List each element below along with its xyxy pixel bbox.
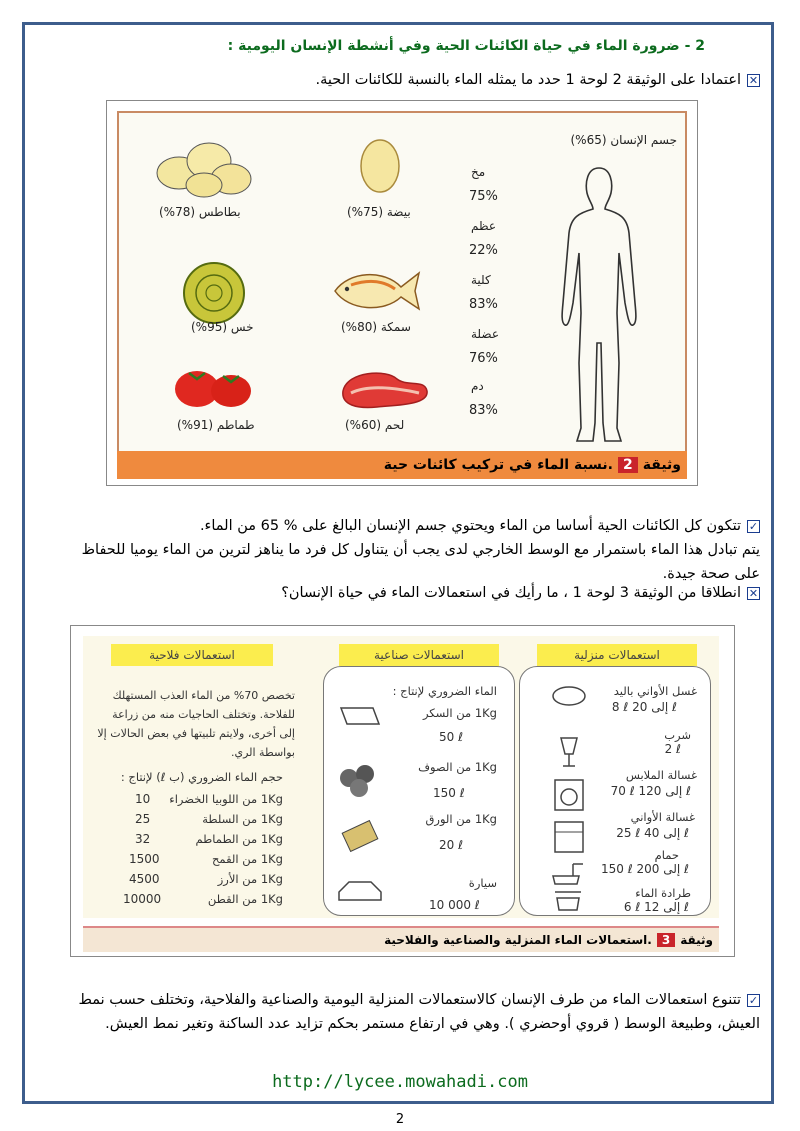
egg-illustration bbox=[355, 128, 405, 198]
domestic-uses-header: استعمالات منزلية bbox=[537, 644, 697, 666]
organ-muscle-name: عضلة bbox=[471, 327, 499, 341]
answer-1-line-2: يتم تبادل هذا الماء باستمرار مع الوسط الخارجي لدى يجب أن يتناول كل فرد ما يناهز لترين من الماء يوميا للحفاظ bbox=[81, 542, 760, 558]
answer-2-line-2: العيش، وطبيعة الوسط ( قروي أوحضري ). وهي في ارتفاع مستمر بحكم تزايد عدد الساكنة وتغير نمط العيش. bbox=[105, 1016, 760, 1032]
checkbox-x-icon[interactable]: ✕ bbox=[748, 73, 759, 87]
caption-text: استعمالات الماء المنزلية والصناعية والفلاحية. bbox=[384, 933, 652, 947]
caption-text: نسبة الماء في تركيب كائنات حية. bbox=[383, 457, 613, 473]
agricultural-row-label: 1Kg من اللوبيا الخضراء bbox=[169, 792, 283, 806]
question-2-text: انطلاقا من الوثيقة 3 لوحة 1 ، ما رأيك في استعمالات الماء في حياة الإنسان؟ bbox=[281, 585, 741, 601]
agricultural-row-label: 1Kg من الطماطم bbox=[195, 832, 283, 846]
sink-icon bbox=[553, 864, 583, 884]
glass-icon bbox=[561, 738, 577, 766]
domestic-item-label: شرب bbox=[664, 728, 691, 742]
industrial-item-label: سيارة bbox=[468, 876, 497, 890]
agricultural-row-label: 1Kg من السلطة bbox=[202, 812, 283, 826]
document-2-panel bbox=[117, 111, 687, 455]
answer-2-line-1-text: تتنوع استعمالات الماء من طرف الإنسان كالاستعمالات المنزلية اليومية والصناعية والفلاحية، وتختلف حسب نمط bbox=[78, 992, 741, 1008]
industrial-item-label: 1Kg من الصوف bbox=[418, 760, 497, 774]
answer-1-line-3: على صحة جيدة. bbox=[662, 566, 760, 582]
egg-label: بيضة (75%) bbox=[347, 205, 411, 219]
industrial-item-label: 1Kg من السكر bbox=[422, 706, 497, 720]
caption-word: وثيقة bbox=[680, 933, 713, 947]
answer-1 bbox=[42, 514, 760, 586]
potato-illustration bbox=[149, 133, 259, 203]
industrial-item-value: 20 ℓ bbox=[439, 838, 464, 852]
fish-label: سمكة (80%) bbox=[341, 320, 411, 334]
toilet-icon bbox=[555, 892, 581, 910]
car-icon bbox=[339, 882, 381, 900]
domestic-item-label: غسالة الأواني bbox=[630, 810, 695, 824]
domestic-item-value: 150 ℓ إلى 200 ℓ bbox=[601, 862, 689, 876]
checkbox-x-icon[interactable]: ✕ bbox=[748, 586, 759, 600]
agricultural-uses-header: استعمالات فلاحية bbox=[111, 644, 273, 666]
domestic-item-label: حمام bbox=[654, 848, 679, 862]
document-2-figure bbox=[106, 100, 698, 486]
organ-bone-name: عظم bbox=[471, 219, 496, 233]
organ-kidney-name: كلية bbox=[471, 273, 491, 287]
industrial-subheader: الماء الضروري لإنتاج : bbox=[392, 684, 497, 698]
tomato-label: طماطم (91%) bbox=[177, 418, 255, 432]
document-3-panel bbox=[83, 636, 719, 918]
question-1-text: اعتمادا على الوثيقة 2 لوحة 1 حدد ما يمثله الماء بالنسبة للكائنات الحية. bbox=[315, 72, 741, 88]
section-title: 2 - ضرورة الماء في حياة الكائنات الحية وفي أنشطة الإنسان اليومية : bbox=[227, 38, 705, 54]
question-2 bbox=[281, 585, 760, 601]
organ-blood-value: 83% bbox=[469, 403, 498, 418]
organ-bone-value: 22% bbox=[469, 243, 498, 258]
caption-number: 3 bbox=[657, 933, 675, 947]
agricultural-row-label: 1Kg من الأرز bbox=[217, 872, 283, 886]
domestic-item-value: 70 ℓ إلى 120 ℓ bbox=[610, 784, 691, 798]
organ-kidney-value: 83% bbox=[469, 297, 498, 312]
industrial-icons bbox=[335, 696, 385, 906]
checkbox-check-icon[interactable]: ✓ bbox=[748, 993, 759, 1007]
lettuce-label: خس (95%) bbox=[191, 320, 254, 334]
industrial-item-value: 50 ℓ bbox=[439, 730, 464, 744]
organ-muscle-value: 76% bbox=[469, 351, 498, 366]
industrial-item-label: 1Kg من الورق bbox=[425, 812, 497, 826]
agricultural-subheader: حجم الماء الضروري (ب ℓ) لإنتاج : bbox=[120, 770, 283, 784]
agricultural-row-value: 10 bbox=[135, 792, 151, 806]
page-number: 2 bbox=[395, 1112, 405, 1127]
fish-illustration bbox=[329, 263, 424, 318]
document-3-caption bbox=[83, 926, 719, 952]
document-3-figure bbox=[70, 625, 735, 957]
paper-icon bbox=[342, 821, 378, 852]
caption-word: وثيقة bbox=[642, 457, 681, 473]
agricultural-row-value: 1500 bbox=[129, 852, 160, 866]
domestic-icons bbox=[549, 680, 589, 915]
agricultural-row-value: 32 bbox=[135, 832, 151, 846]
answer-1-line-1-text: تتكون كل الكائنات الحية أساسا من الماء ويحتوي جسم الإنسان البالغ على % 65 من الماء. bbox=[199, 518, 741, 534]
industrial-item-value: 150 ℓ bbox=[433, 786, 465, 800]
domestic-item-value: 8 ℓ إلى 20 ℓ bbox=[611, 700, 677, 714]
organ-brain-value: 75% bbox=[469, 189, 498, 204]
dishwasher-icon bbox=[555, 822, 583, 852]
potato-label: بطاطس (78%) bbox=[159, 205, 241, 219]
footer-url-link[interactable]: http://lycee.mowahadi.com bbox=[272, 1072, 528, 1092]
caption-number: 2 bbox=[618, 457, 638, 473]
question-1 bbox=[316, 72, 760, 88]
human-body-illustration bbox=[549, 163, 649, 448]
agricultural-row-label: 1Kg من القمح bbox=[212, 852, 283, 866]
lettuce-illustration bbox=[179, 258, 249, 328]
agricultural-row-value: 4500 bbox=[129, 872, 160, 886]
agricultural-row-value: 25 bbox=[135, 812, 151, 826]
answer-2 bbox=[42, 988, 760, 1036]
domestic-item-value: 6 ℓ إلى 12 ℓ bbox=[623, 900, 689, 914]
document-2-caption bbox=[117, 451, 687, 479]
industrial-item-value: 10 000 ℓ bbox=[429, 898, 480, 912]
domestic-item-label: طرادة الماء bbox=[635, 886, 691, 900]
sugar-icon bbox=[341, 708, 379, 724]
industrial-uses-header: استعمالات صناعية bbox=[339, 644, 499, 666]
answer-1-line-1 bbox=[42, 514, 760, 538]
meat-illustration bbox=[337, 365, 432, 415]
domestic-item-value: 2 ℓ bbox=[664, 742, 681, 756]
meat-label: لحم (60%) bbox=[345, 418, 405, 432]
checkbox-check-icon[interactable]: ✓ bbox=[748, 519, 759, 533]
body-label: جسم الإنسان (65%) bbox=[570, 133, 677, 147]
organ-brain-name: مخ bbox=[471, 165, 486, 179]
domestic-item-label: غسالة الملابس bbox=[625, 768, 697, 782]
agricultural-row-value: 10000 bbox=[123, 892, 162, 906]
tomato-illustration bbox=[171, 361, 256, 411]
answer-2-line-1 bbox=[42, 988, 760, 1012]
agricultural-row-label: 1Kg من القطن bbox=[207, 892, 283, 906]
domestic-item-value: 25 ℓ إلى 40 ℓ bbox=[616, 826, 689, 840]
organ-blood-name: دم bbox=[471, 379, 484, 393]
domestic-item-label: غسل الأواني باليد bbox=[613, 684, 697, 698]
agricultural-text: تخصص 70% من الماء العذب المستهلك للفلاحة. وتختلف الحاجيات منه من زراعة إلى أخرى، ولايتم تلبيتها في بعض الحالات إلا بواسطة الري. bbox=[97, 689, 295, 759]
dishes-icon bbox=[553, 687, 585, 705]
